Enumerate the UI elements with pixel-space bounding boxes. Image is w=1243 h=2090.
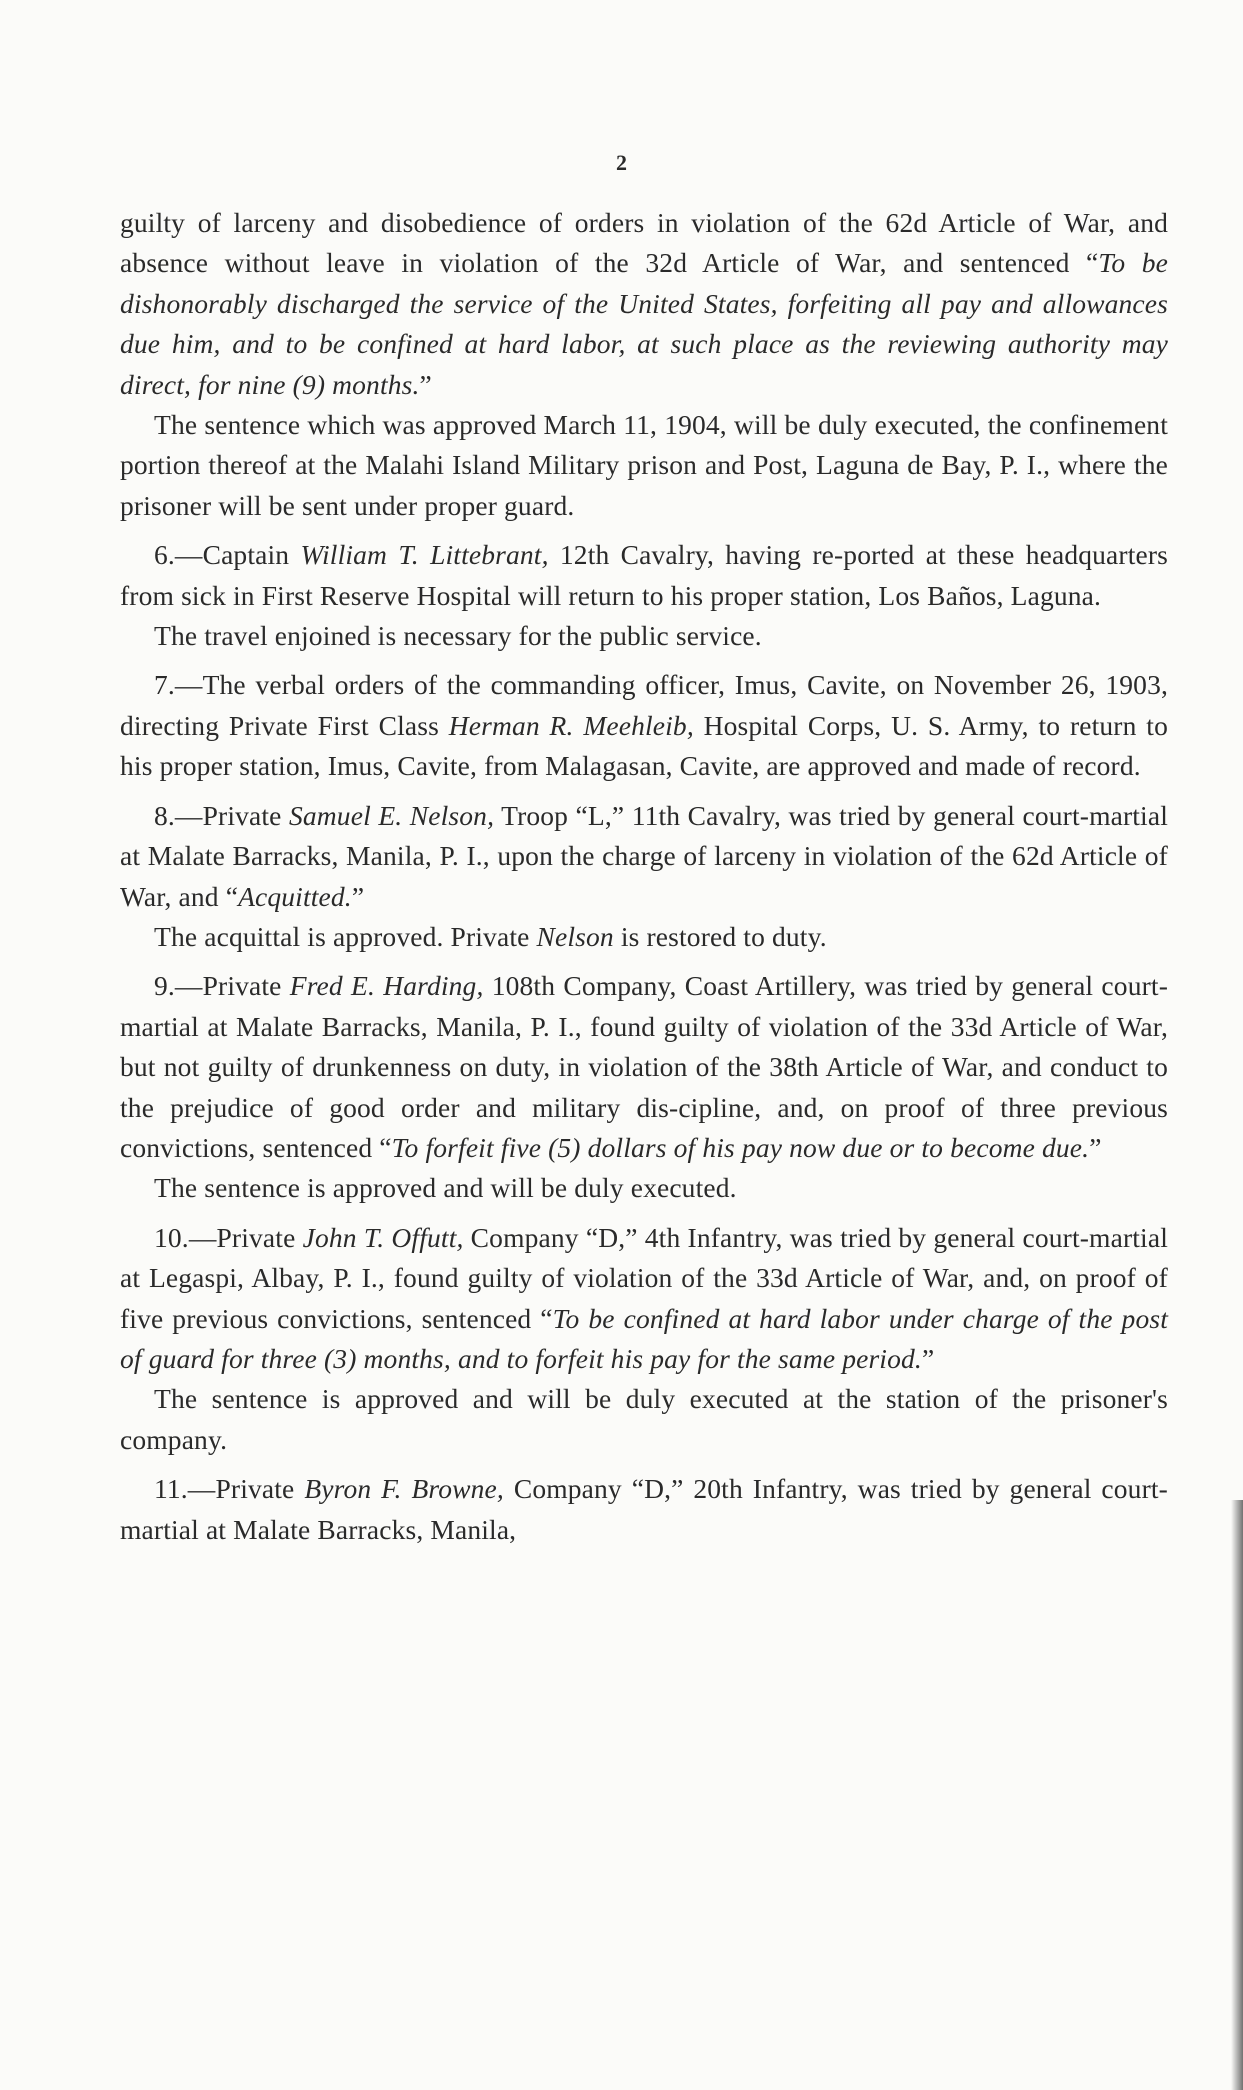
- scan-edge-shadow: [1231, 1500, 1243, 2090]
- paragraph-sentence-approval: [120, 405, 1168, 526]
- italic-text-segment: To be dishonorably discharged the service of the United States, forfeiting all pay and allowances due him, and to be confined at hard labor, at such place as the reviewing authority may direct, for nine (9) months.: [120, 247, 1168, 400]
- text-segment: 10.—Private: [154, 1221, 303, 1253]
- paragraph-item-10: [120, 1218, 1168, 1380]
- text-segment: 11.—Private: [154, 1473, 305, 1505]
- paragraph-continuation: [120, 203, 1168, 405]
- italic-text-segment: Fred E. Harding,: [289, 970, 484, 1002]
- text-segment: is restored to duty.: [613, 920, 827, 952]
- italic-text-segment: Byron F. Browne,: [304, 1473, 504, 1505]
- text-segment: Hospital Corps, U. S. Army, to return to his proper station, Imus, Cavite, from Malagasan, Cavite, are approved and made of record.: [120, 709, 1168, 782]
- paragraph-item-9: [120, 966, 1168, 1168]
- page-number: 2: [616, 150, 627, 175]
- text-segment: Company “D,” 20th Infantry, was tried by general court-martial at Malate Barracks, Manila,: [120, 1473, 1168, 1545]
- text-segment: 12th Cavalry, having re-ported at these headquarters from sick in First Reserve Hospital will return to his proper station, Los Baños, Laguna.: [120, 539, 1168, 611]
- paragraph-item-11: [120, 1469, 1168, 1550]
- document-body: [120, 203, 1168, 1550]
- text-segment: The travel enjoined is necessary for the public service.: [154, 620, 762, 652]
- text-segment: The sentence which was approved March 11, 1904, will be duly executed, the confinement portion thereof at the Malahi Island Military prison and Post, Laguna de Bay, P. I., where the prisoner will be sent under proper guard.: [120, 409, 1168, 521]
- italic-text-segment: Samuel E. Nelson,: [289, 799, 495, 831]
- paragraph-sentence-9: [120, 1168, 1168, 1208]
- text-segment: 108th Company, Coast Artillery, was tried by general court-martial at Malate Barracks, Manila, P. I., found guilty of violation of the 33d Article of War, but not guilty of drunkenness on duty, in violation of the 38th Article of War, and conduct to the prejudice of good order and military dis-cipline, and, on proof of three previous convictions, sentenced “: [120, 970, 1168, 1163]
- paragraph-item-8: [120, 796, 1168, 917]
- text-segment: Troop “L,” 11th Cavalry, was tried by general court-martial at Malate Barracks, Manila, P. I., upon the charge of larceny in violation of the 62d Article of War, and “: [120, 799, 1168, 912]
- text-segment: The acquittal is approved. Private: [154, 920, 537, 952]
- text-segment: 8.—Private: [154, 799, 289, 831]
- paragraph-item-7: [120, 665, 1168, 786]
- text-segment: ”: [419, 368, 432, 400]
- italic-text-segment: Herman R. Meehleib,: [448, 709, 694, 741]
- text-segment: ”: [1089, 1131, 1102, 1163]
- paragraph-sentence-10: [120, 1379, 1168, 1460]
- italic-text-segment: William T. Littebrant,: [300, 539, 549, 571]
- text-segment: The sentence is approved and will be duly executed.: [154, 1172, 737, 1204]
- text-segment: guilty of larceny and disobedience of orders in violation of the 62d Article of War, and absence without leave in violation of the 32d Article of War, and sentenced “: [120, 207, 1168, 279]
- text-segment: 7.—The verbal orders of the commanding officer, Imus, Cavite, on November 26, 1903, directing Private First Class: [120, 669, 1168, 741]
- paragraph-travel-note: [120, 616, 1168, 656]
- italic-text-segment: To be confined at hard labor under charge of the post of guard for three (3) months, and to forfeit his pay for the same period.: [120, 1302, 1168, 1374]
- italic-text-segment: To forfeit five (5) dollars of his pay now due or to become due.: [391, 1131, 1090, 1163]
- italic-text-segment: Acquitted.: [238, 880, 352, 912]
- italic-text-segment: John T. Offutt,: [302, 1221, 464, 1253]
- text-segment: Company “D,” 4th Infantry, was tried by general court-martial at Legaspi, Albay, P. I., found guilty of violation of the 33d Article of War, and, on proof of five previous convictions, sentenced “: [120, 1221, 1168, 1334]
- text-segment: The sentence is approved and will be duly executed at the station of the prisoner's company.: [120, 1383, 1168, 1455]
- text-segment: 9.—Private: [154, 970, 290, 1002]
- paragraph-acquittal: [120, 917, 1168, 957]
- text-segment: 6.—Captain: [154, 539, 301, 571]
- text-segment: ”: [921, 1342, 935, 1374]
- text-segment: ”: [351, 880, 365, 912]
- paragraph-item-6: [120, 535, 1168, 616]
- italic-text-segment: Nelson: [536, 920, 614, 952]
